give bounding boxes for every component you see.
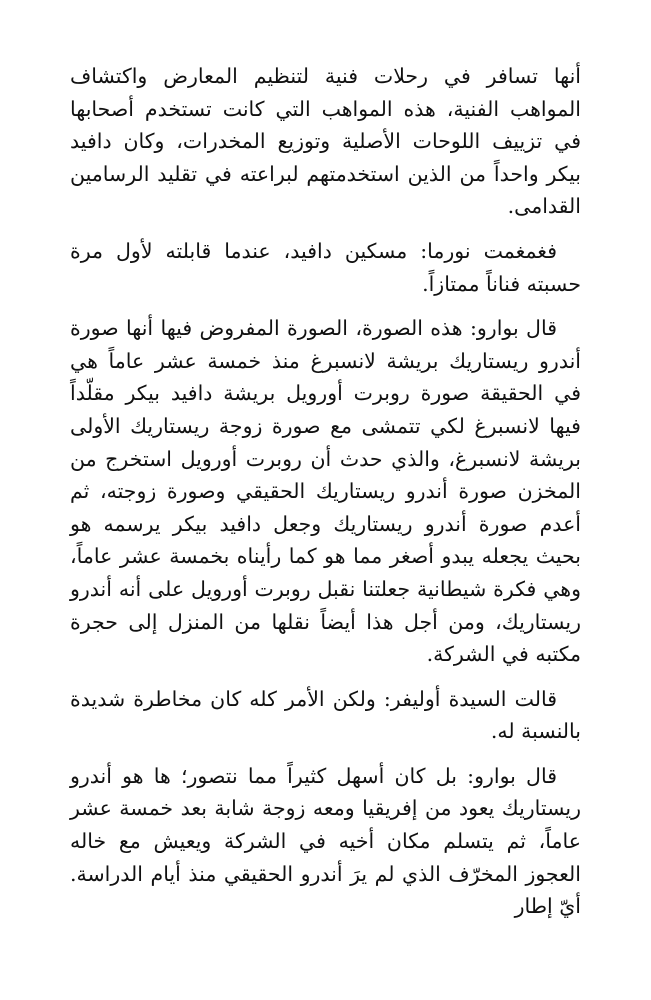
paragraph-5: قال بوارو: بل كان أسهل كثيراً مما نتصور؛ ها هو أندرو ريستاريك يعود من إفريقيا ومعه زوجة شابة بعد خمسة عشر عاماً، ثم يتسلم مكان أخيه في الشركة ويعيش مع خاله العجوز المخرّف الذي لم يرَ أندرو الحقيقي منذ أيام الدراسة. أيّ إطار bbox=[70, 763, 581, 919]
paragraph-3: قال بوارو: هذه الصورة، الصورة المفروض فيها أنها صورة أندرو ريستاريك بريشة لانسبرغ منذ خمسة عشر عاماً هي في الحقيقة صورة روبرت أورويل بريشة دافيد بيكر مقلّداً فيها لانسبرغ لكي تتمشى مع صورة زوجة ريستاريك الأولى بريشة لانسبرغ، والذي حدث أن روبرت أورويل استخرج من المخزن صورة أندرو ريستاريك الحقيقي وصورة زوجته، ثم أعدم صورة أندرو ريستاريك وجعل دافيد بيكر يرسمه هو بحيث يجعله يبدو أصغر مما هو كما رأيناه بخمسة عشر عاماً، وهي فكرة شيطانية جعلتنا نقبل روبرت أورويل على أنه أندرو ريستاريك، ومن أجل هذا أيضاً نقلها من المنزل إلى حجرة مكتبه في الشركة. bbox=[70, 316, 581, 667]
paragraph-2: فغمغمت نورما: مسكين دافيد، عندما قابلته لأول مرة حسبته فناناً ممتازاً. bbox=[70, 238, 581, 296]
paragraph-4: قالت السيدة أوليفر: ولكن الأمر كله كان مخاطرة شديدة بالنسبة له. bbox=[70, 686, 581, 744]
paragraph-1: أنها تسافر في رحلات فنية لتنظيم المعارض واكتشاف المواهب الفنية، هذه المواهب التي كانت تستخدم أصحابها في تزييف اللوحات الأصلية وتوزيع المخدرات، وكان دافيد بيكر واحداً من الذين استخدمتهم لبراعته في تقليد الرسامين القدامى. bbox=[70, 64, 581, 219]
